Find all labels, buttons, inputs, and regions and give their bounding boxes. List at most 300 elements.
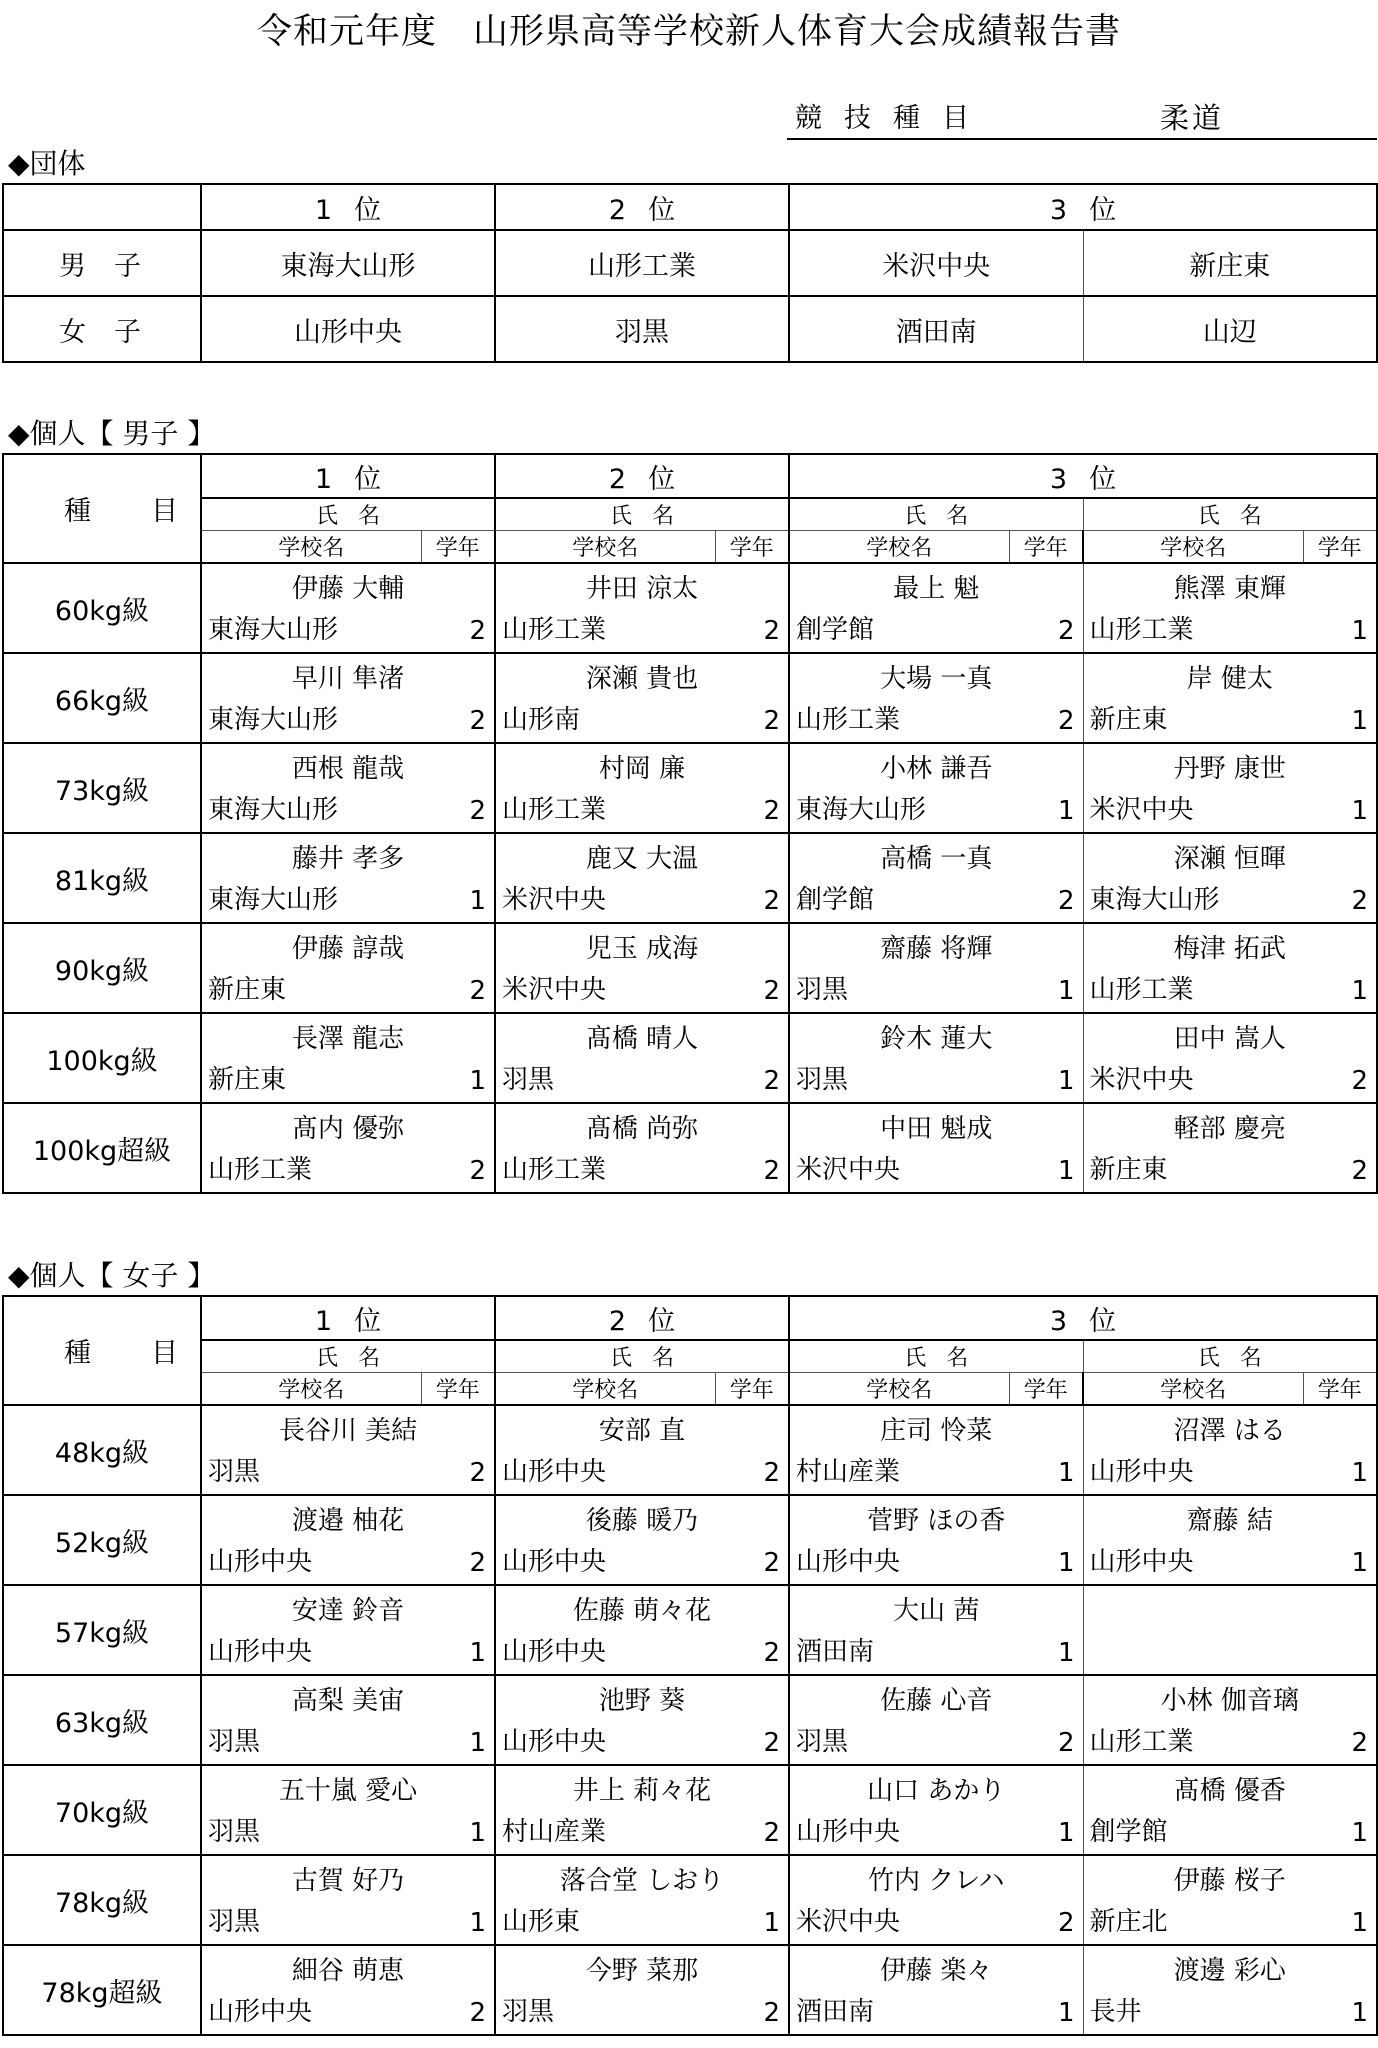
athlete-name: 梅津 拓武 — [1173, 934, 1286, 964]
grade-value: 1 — [1057, 1156, 1075, 1186]
school-name: 村山産業 — [796, 1457, 901, 1487]
grade-value: 2 — [763, 976, 780, 1006]
grade-header: 学年 — [421, 1373, 495, 1406]
school-name: 山形工業 — [1089, 975, 1194, 1005]
athlete-name: 伊藤 楽々 — [880, 1956, 993, 1986]
school-header: 学校名 — [201, 1373, 421, 1406]
result-cell — [201, 1585, 495, 1675]
team-rank3a: 酒田南 — [789, 296, 1083, 362]
athlete-name: 深瀬 恒暉 — [1173, 844, 1286, 874]
result-entry — [1084, 1856, 1377, 1944]
result-entry — [202, 1406, 494, 1494]
grade-value: 2 — [469, 616, 486, 646]
name-header: 氏名 — [1083, 498, 1377, 531]
event-label: 競技種目 — [795, 103, 991, 134]
grade-value: 1 — [763, 1908, 780, 1938]
result-entry — [790, 1104, 1083, 1192]
grade-value: 1 — [1057, 1548, 1075, 1578]
weight-class-row — [3, 1103, 1377, 1193]
athlete-name: 落合堂 しおり — [559, 1866, 725, 1896]
school-name: 山形東 — [502, 1907, 581, 1937]
weight-class-label: 90kg級 — [3, 923, 201, 1013]
athlete-name: 伊藤 桜子 — [1173, 1866, 1286, 1896]
result-cell — [495, 1013, 789, 1103]
team-rank2: 山形工業 — [495, 230, 789, 296]
result-cell — [789, 1405, 1083, 1495]
athlete-name: 熊澤 東輝 — [1173, 574, 1286, 604]
weight-class-label: 100kg級 — [3, 1013, 201, 1103]
name-header: 氏名 — [201, 1340, 495, 1373]
result-cell — [495, 563, 789, 653]
grade-value: 1 — [1057, 976, 1075, 1006]
weight-class-label: 78kg級 — [3, 1855, 201, 1945]
result-cell — [1083, 653, 1377, 743]
athlete-name: 髙橋 晴人 — [585, 1024, 699, 1054]
header-row — [3, 1296, 1377, 1340]
athlete-name: 長澤 龍志 — [291, 1024, 405, 1054]
result-cell — [1083, 1585, 1377, 1675]
weight-class-label: 57kg級 — [3, 1585, 201, 1675]
result-entry — [202, 654, 494, 742]
school-name: 羽黒 — [796, 975, 849, 1005]
name-header: 氏名 — [1083, 1340, 1377, 1373]
result-entry — [790, 1406, 1083, 1494]
grade-value: 2 — [469, 1998, 486, 2028]
grade-value: 2 — [1057, 706, 1075, 736]
athlete-name: 沼澤 はる — [1173, 1416, 1286, 1446]
weight-class-row — [3, 1675, 1377, 1765]
athlete-name: 田中 嵩人 — [1173, 1024, 1286, 1054]
grade-value: 2 — [469, 1156, 486, 1186]
name-header: 氏名 — [201, 498, 495, 531]
grade-value: 2 — [763, 1818, 780, 1848]
name-header: 氏名 — [495, 498, 789, 531]
athlete-name: 古賀 好乃 — [291, 1866, 405, 1896]
school-name: 山形中央 — [1089, 1547, 1194, 1577]
team-row-label: 男子 — [3, 230, 201, 296]
result-cell — [1083, 743, 1377, 833]
result-entry — [790, 744, 1083, 832]
result-entry — [496, 1766, 788, 1854]
school-name: 米沢中央 — [502, 975, 607, 1005]
athlete-name: 髙内 優弥 — [291, 1114, 405, 1144]
result-entry — [202, 1014, 494, 1102]
grade-value: 2 — [469, 796, 486, 826]
grade-value: 1 — [1057, 1998, 1075, 2028]
result-entry — [496, 834, 788, 922]
school-name: 長井 — [1089, 1997, 1142, 2027]
grade-header: 学年 — [715, 1373, 789, 1406]
result-entry — [202, 1586, 494, 1674]
result-entry — [790, 924, 1083, 1012]
grade-value: 1 — [1351, 1818, 1368, 1848]
grade-value: 1 — [469, 886, 486, 916]
school-header: 学校名 — [789, 1373, 1009, 1406]
weight-class-row — [3, 653, 1377, 743]
grade-value: 2 — [763, 886, 780, 916]
result-cell — [201, 1675, 495, 1765]
result-entry — [496, 1586, 788, 1674]
school-header: 学校名 — [1083, 1373, 1303, 1406]
result-entry — [202, 1856, 494, 1944]
athlete-name: 早川 隼渚 — [291, 664, 405, 694]
grade-value: 1 — [1351, 1458, 1368, 1488]
school-name: 羽黒 — [208, 1727, 261, 1757]
result-entry — [790, 1946, 1083, 2034]
school-grade-header-row — [3, 531, 1377, 564]
school-name: 東海大山形 — [1089, 885, 1220, 915]
rank-1-header: 1位 — [201, 1296, 495, 1340]
grade-value: 2 — [763, 1548, 780, 1578]
team-rank3b: 山辺 — [1083, 296, 1377, 362]
result-entry — [202, 1104, 494, 1192]
athlete-name: 小林 伽音璃 — [1160, 1686, 1299, 1716]
result-cell — [495, 1405, 789, 1495]
girls-results-table — [2, 1295, 1378, 2036]
result-cell — [789, 1013, 1083, 1103]
weight-class-row — [3, 1945, 1377, 2035]
result-cell — [1083, 563, 1377, 653]
result-entry — [202, 1496, 494, 1584]
result-entry — [496, 1946, 788, 2034]
result-cell — [789, 1855, 1083, 1945]
grade-value: 1 — [469, 1728, 486, 1758]
team-rank2: 羽黒 — [495, 296, 789, 362]
athlete-name: 西根 龍哉 — [291, 754, 405, 784]
weight-class-label: 73kg級 — [3, 743, 201, 833]
school-name: 新庄東 — [1089, 1155, 1168, 1185]
athlete-name: 高橋 一真 — [880, 844, 993, 874]
grade-header: 学年 — [1303, 1373, 1377, 1406]
team-rank3b: 新庄東 — [1083, 230, 1377, 296]
school-name: 米沢中央 — [502, 885, 607, 915]
result-entry — [202, 564, 494, 652]
result-entry — [1084, 1496, 1377, 1584]
athlete-name: 井田 涼太 — [585, 574, 699, 604]
school-name: 創学館 — [796, 885, 875, 915]
weight-class-label: 81kg級 — [3, 833, 201, 923]
result-entry — [202, 834, 494, 922]
school-name: 山形中央 — [208, 1637, 313, 1667]
result-cell — [201, 923, 495, 1013]
school-name: 山形工業 — [796, 705, 901, 735]
team-row-label: 女子 — [3, 296, 201, 362]
result-entry — [496, 1406, 788, 1494]
rank-1-header: 1位 — [201, 454, 495, 498]
school-name: 山形工業 — [1089, 615, 1194, 645]
school-name: 山形中央 — [796, 1817, 901, 1847]
school-name: 山形中央 — [208, 1997, 313, 2027]
rank-3-header: 3位 — [789, 454, 1377, 498]
grade-value: 2 — [469, 976, 486, 1006]
result-cell — [789, 1495, 1083, 1585]
result-cell — [1083, 1013, 1377, 1103]
athlete-name: 渡邊 彩心 — [1173, 1956, 1286, 1986]
grade-value: 2 — [469, 706, 486, 736]
weight-class-label: 52kg級 — [3, 1495, 201, 1585]
result-entry — [1084, 1586, 1377, 1674]
weight-class-row — [3, 1405, 1377, 1495]
result-cell — [1083, 1103, 1377, 1193]
school-name: 創学館 — [1089, 1817, 1168, 1847]
weight-class-row — [3, 1855, 1377, 1945]
athlete-name: 深瀬 貴也 — [585, 664, 699, 694]
team-row — [3, 296, 1377, 362]
grade-header: 学年 — [421, 531, 495, 564]
team-header-row — [3, 184, 1377, 230]
grade-value: 2 — [763, 1638, 780, 1668]
athlete-name: 藤井 孝多 — [291, 844, 405, 874]
grade-value: 2 — [469, 1548, 486, 1578]
weight-class-row — [3, 1013, 1377, 1103]
result-cell — [495, 653, 789, 743]
rank-2-header: 2位 — [495, 184, 789, 230]
result-entry — [790, 1496, 1083, 1584]
event-value: 柔道 — [1160, 101, 1225, 135]
grade-value: 1 — [1351, 706, 1368, 736]
school-name: 米沢中央 — [796, 1907, 901, 1937]
name-header: 氏名 — [789, 1340, 1083, 1373]
grade-value: 2 — [763, 1156, 780, 1186]
school-name: 東海大山形 — [796, 795, 927, 825]
grade-value: 1 — [469, 1818, 486, 1848]
athlete-name: 安部 直 — [598, 1416, 686, 1446]
result-entry — [1084, 564, 1377, 652]
result-cell — [201, 1945, 495, 2035]
school-name: 米沢中央 — [1089, 795, 1194, 825]
result-cell — [789, 923, 1083, 1013]
result-entry — [202, 924, 494, 1012]
grade-value: 2 — [1351, 886, 1368, 916]
boys-results-table — [2, 453, 1378, 1194]
grade-value: 2 — [763, 1458, 780, 1488]
grade-value: 2 — [1057, 886, 1075, 916]
weight-class-row — [3, 833, 1377, 923]
result-cell — [201, 1405, 495, 1495]
team-rank1: 東海大山形 — [201, 230, 495, 296]
school-name: 羽黒 — [208, 1907, 261, 1937]
grade-value: 1 — [469, 1066, 486, 1096]
athlete-name: 村岡 廉 — [598, 754, 686, 784]
athlete-name: 中田 魁成 — [880, 1114, 993, 1144]
school-name: 山形中央 — [208, 1547, 313, 1577]
grade-value: 1 — [1351, 616, 1368, 646]
school-name: 羽黒 — [796, 1727, 849, 1757]
weight-class-row — [3, 1495, 1377, 1585]
result-entry — [496, 1676, 788, 1764]
grade-value: 1 — [1057, 1818, 1075, 1848]
result-entry — [202, 1946, 494, 2034]
rank-1-header: 1位 — [201, 184, 495, 230]
school-name: 山形南 — [502, 705, 581, 735]
type-header: 種目 — [3, 1296, 201, 1405]
result-entry — [496, 654, 788, 742]
result-cell — [789, 833, 1083, 923]
result-cell — [495, 1103, 789, 1193]
result-entry — [496, 744, 788, 832]
athlete-name: 竹内 クレハ — [868, 1866, 1005, 1896]
school-name: 山形工業 — [502, 615, 607, 645]
result-cell — [789, 1765, 1083, 1855]
school-name: 山形中央 — [1089, 1457, 1194, 1487]
athlete-name: 後藤 暖乃 — [585, 1506, 699, 1536]
weight-class-label: 66kg級 — [3, 653, 201, 743]
result-cell — [1083, 1675, 1377, 1765]
result-cell — [1083, 923, 1377, 1013]
school-name: 山形工業 — [208, 1155, 313, 1185]
athlete-name: 髙橋 優香 — [1173, 1776, 1286, 1806]
team-section-title: ◆団体 — [8, 147, 86, 180]
grade-header: 学年 — [1009, 531, 1083, 564]
result-cell — [201, 563, 495, 653]
athlete-name: 齋藤 結 — [1186, 1506, 1273, 1536]
result-entry — [1084, 1946, 1377, 2034]
rank-2-header: 2位 — [495, 454, 789, 498]
school-name: 米沢中央 — [796, 1155, 901, 1185]
result-entry — [1084, 924, 1377, 1012]
school-header: 学校名 — [495, 531, 715, 564]
result-cell — [1083, 833, 1377, 923]
school-name: 東海大山形 — [208, 885, 339, 915]
athlete-name: 長谷川 美結 — [278, 1416, 418, 1446]
athlete-name: 伊藤 諄哉 — [291, 934, 405, 964]
athlete-name: 井上 莉々花 — [572, 1776, 712, 1806]
result-entry — [496, 1496, 788, 1584]
school-name: 山形中央 — [502, 1727, 607, 1757]
result-cell — [495, 1855, 789, 1945]
result-cell — [201, 833, 495, 923]
result-cell — [789, 1675, 1083, 1765]
result-entry — [1084, 1676, 1377, 1764]
team-rank1: 山形中央 — [201, 296, 495, 362]
result-cell — [495, 1945, 789, 2035]
grade-value: 2 — [1057, 1908, 1075, 1938]
result-entry — [1084, 1104, 1377, 1192]
weight-class-label: 100kg超級 — [3, 1103, 201, 1193]
grade-value: 2 — [763, 1728, 780, 1758]
weight-class-label: 70kg級 — [3, 1765, 201, 1855]
grade-header: 学年 — [715, 531, 789, 564]
school-name: 新庄東 — [1089, 705, 1168, 735]
result-cell — [201, 1495, 495, 1585]
result-cell — [495, 923, 789, 1013]
result-entry — [496, 1856, 788, 1944]
rank-2-header: 2位 — [495, 1296, 789, 1340]
athlete-name: 佐藤 心音 — [880, 1686, 993, 1716]
athlete-name: 小林 謙吾 — [880, 754, 993, 784]
result-entry — [1084, 744, 1377, 832]
school-name: 羽黒 — [208, 1817, 261, 1847]
result-entry — [790, 1014, 1083, 1102]
weight-class-row — [3, 563, 1377, 653]
result-entry — [790, 1586, 1083, 1674]
weight-class-row — [3, 743, 1377, 833]
school-name: 米沢中央 — [1089, 1065, 1194, 1095]
school-name: 山形工業 — [502, 1155, 607, 1185]
athlete-name: 丹野 康世 — [1173, 754, 1286, 784]
grade-value: 2 — [1351, 1728, 1368, 1758]
weight-class-row — [3, 1765, 1377, 1855]
school-name: 村山産業 — [502, 1817, 607, 1847]
result-entry — [790, 1856, 1083, 1944]
name-header: 氏名 — [789, 498, 1083, 531]
team-rank3a: 米沢中央 — [789, 230, 1083, 296]
result-cell — [495, 1675, 789, 1765]
athlete-name: 髙橋 尚弥 — [585, 1114, 699, 1144]
result-entry — [496, 1014, 788, 1102]
grade-value: 1 — [1351, 1908, 1368, 1938]
result-entry — [1084, 654, 1377, 742]
school-name: 新庄北 — [1089, 1907, 1168, 1937]
girls-section-title: ◆個人【 女子 】 — [8, 1259, 216, 1292]
athlete-name: 庄司 怜菜 — [880, 1416, 993, 1446]
result-cell — [1083, 1405, 1377, 1495]
school-name: 新庄東 — [208, 975, 287, 1005]
grade-value: 2 — [763, 616, 780, 646]
school-name: 山形工業 — [502, 795, 607, 825]
grade-value: 1 — [1057, 1458, 1075, 1488]
athlete-name: 軽部 慶亮 — [1173, 1114, 1286, 1144]
athlete-name: 池野 葵 — [598, 1686, 686, 1716]
header-row — [3, 454, 1377, 498]
school-name: 東海大山形 — [208, 795, 339, 825]
grade-header: 学年 — [1009, 1373, 1083, 1406]
athlete-name: 佐藤 萌々花 — [572, 1596, 712, 1626]
result-cell — [201, 653, 495, 743]
result-cell — [1083, 1855, 1377, 1945]
grade-value: 1 — [1351, 976, 1368, 1006]
athlete-name: 安達 鈴音 — [291, 1596, 405, 1626]
school-name: 東海大山形 — [208, 615, 339, 645]
school-name: 山形中央 — [502, 1637, 607, 1667]
result-entry — [790, 1676, 1083, 1764]
grade-value: 1 — [1057, 796, 1075, 826]
athlete-name: 渡邉 柚花 — [291, 1506, 405, 1536]
school-name: 山形工業 — [1089, 1727, 1194, 1757]
school-name: 創学館 — [796, 615, 875, 645]
grade-value: 2 — [1057, 1728, 1075, 1758]
result-entry — [496, 564, 788, 652]
grade-value: 2 — [1351, 1066, 1368, 1096]
result-cell — [495, 1495, 789, 1585]
boys-section-title: ◆個人【 男子 】 — [8, 417, 216, 450]
result-entry — [202, 744, 494, 832]
athlete-name: 最上 魁 — [893, 574, 980, 604]
result-cell — [789, 1945, 1083, 2035]
weight-class-row — [3, 923, 1377, 1013]
result-entry — [496, 924, 788, 1012]
team-header-blank — [3, 184, 201, 230]
athlete-name: 岸 健太 — [1186, 664, 1273, 694]
athlete-name: 大山 茜 — [893, 1596, 980, 1626]
athlete-name: 山口 あかり — [867, 1776, 1006, 1806]
result-cell — [789, 563, 1083, 653]
result-entry — [1084, 1014, 1377, 1102]
weight-class-label: 48kg級 — [3, 1405, 201, 1495]
school-name: 羽黒 — [502, 1065, 555, 1095]
document-title: 令和元年度 山形県高等学校新人体育大会成績報告書 — [256, 12, 1121, 52]
school-grade-header-row — [3, 1373, 1377, 1406]
school-name: 山形中央 — [502, 1547, 607, 1577]
grade-value: 1 — [1057, 1066, 1075, 1096]
weight-class-label: 63kg級 — [3, 1675, 201, 1765]
grade-value: 2 — [763, 1066, 780, 1096]
result-cell — [789, 653, 1083, 743]
grade-value: 1 — [469, 1638, 486, 1668]
athlete-name: 齋藤 将輝 — [880, 934, 993, 964]
weight-class-label: 78kg超級 — [3, 1945, 201, 2035]
result-cell — [495, 833, 789, 923]
